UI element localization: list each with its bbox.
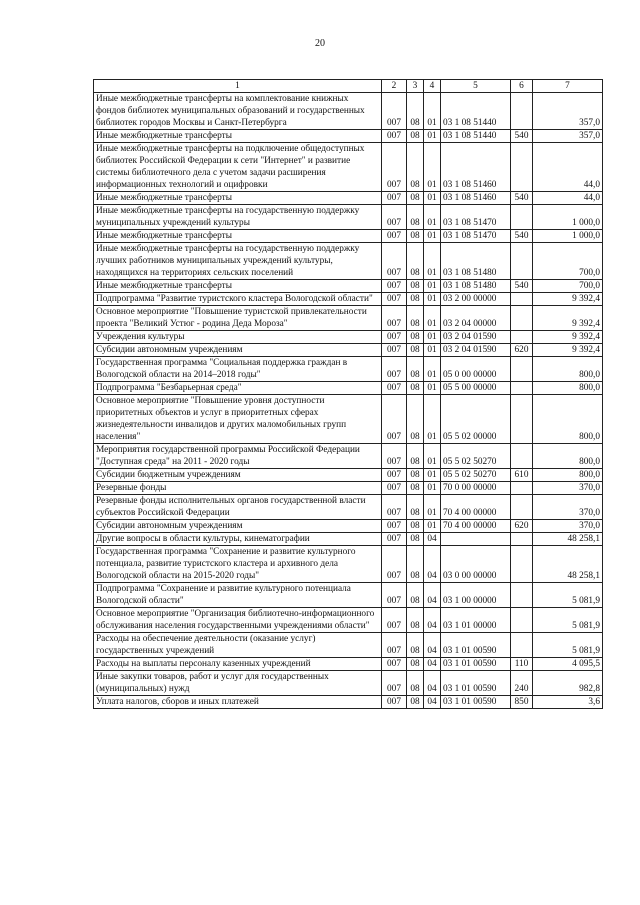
item-name: Государственная программа "Социальная поддержка граждан в Вологодской области на 2014–2018 годы" bbox=[94, 357, 382, 382]
ministry-code: 007 bbox=[382, 357, 407, 382]
subsection-code: 01 bbox=[424, 469, 441, 482]
item-name: Резервные фонды bbox=[94, 482, 382, 495]
subsection-code: 04 bbox=[424, 583, 441, 608]
budget-table bbox=[93, 79, 603, 709]
target-article-code: 03 1 01 00590 bbox=[441, 658, 511, 671]
ministry-code: 007 bbox=[382, 671, 407, 696]
table-row bbox=[94, 696, 603, 709]
subsection-code: 04 bbox=[424, 608, 441, 633]
target-article-code: 03 1 08 51440 bbox=[441, 130, 511, 143]
table-row bbox=[94, 444, 603, 469]
expense-type-code bbox=[511, 444, 533, 469]
item-name: Мероприятия государственной программы Российской Федерации "Доступная среда" на 2011 - 2020 годы bbox=[94, 444, 382, 469]
section-code: 08 bbox=[407, 243, 424, 280]
target-article-code: 03 1 01 00590 bbox=[441, 633, 511, 658]
amount: 800,0 bbox=[533, 469, 603, 482]
section-code: 08 bbox=[407, 583, 424, 608]
section-code: 08 bbox=[407, 93, 424, 130]
subsection-code: 01 bbox=[424, 357, 441, 382]
table-row bbox=[94, 344, 603, 357]
amount: 44,0 bbox=[533, 143, 603, 192]
ministry-code: 007 bbox=[382, 143, 407, 192]
item-name: Другие вопросы в области культуры, кинематографии bbox=[94, 533, 382, 546]
ministry-code: 007 bbox=[382, 658, 407, 671]
table-row bbox=[94, 633, 603, 658]
expense-type-code bbox=[511, 395, 533, 444]
target-article-code: 03 1 01 00590 bbox=[441, 671, 511, 696]
column-header: 6 bbox=[511, 80, 533, 93]
target-article-code: 03 1 08 51480 bbox=[441, 243, 511, 280]
expense-type-code: 240 bbox=[511, 671, 533, 696]
target-article-code: 03 1 08 51460 bbox=[441, 143, 511, 192]
subsection-code: 04 bbox=[424, 533, 441, 546]
expense-type-code bbox=[511, 495, 533, 520]
expense-type-code bbox=[511, 633, 533, 658]
item-name: Иные межбюджетные трансферты на государственную поддержку муниципальных учреждений культуры bbox=[94, 205, 382, 230]
table-body bbox=[94, 93, 603, 709]
amount: 700,0 bbox=[533, 280, 603, 293]
target-article-code: 03 1 01 00000 bbox=[441, 608, 511, 633]
section-code: 08 bbox=[407, 520, 424, 533]
table-row bbox=[94, 130, 603, 143]
subsection-code: 01 bbox=[424, 130, 441, 143]
table-row bbox=[94, 469, 603, 482]
section-code: 08 bbox=[407, 482, 424, 495]
item-name: Основное мероприятие "Повышение уровня доступности приоритетных объектов и услуг в приоритетных сферах жизнедеятельности инвалидов и других маломобильных групп населения" bbox=[94, 395, 382, 444]
item-name: Иные межбюджетные трансферты bbox=[94, 230, 382, 243]
subsection-code: 04 bbox=[424, 696, 441, 709]
section-code: 08 bbox=[407, 546, 424, 583]
ministry-code: 007 bbox=[382, 205, 407, 230]
amount: 700,0 bbox=[533, 243, 603, 280]
section-code: 08 bbox=[407, 344, 424, 357]
amount: 800,0 bbox=[533, 357, 603, 382]
section-code: 08 bbox=[407, 495, 424, 520]
table-row bbox=[94, 306, 603, 331]
subsection-code: 04 bbox=[424, 633, 441, 658]
header-row bbox=[94, 80, 603, 93]
expense-type-code: 540 bbox=[511, 192, 533, 205]
ministry-code: 007 bbox=[382, 395, 407, 444]
amount: 1 000,0 bbox=[533, 205, 603, 230]
ministry-code: 007 bbox=[382, 608, 407, 633]
expense-type-code: 850 bbox=[511, 696, 533, 709]
ministry-code: 007 bbox=[382, 243, 407, 280]
subsection-code: 01 bbox=[424, 444, 441, 469]
table-row bbox=[94, 608, 603, 633]
section-code: 08 bbox=[407, 533, 424, 546]
section-code: 08 bbox=[407, 469, 424, 482]
table-row bbox=[94, 205, 603, 230]
amount: 3,6 bbox=[533, 696, 603, 709]
item-name: Уплата налогов, сборов и иных платежей bbox=[94, 696, 382, 709]
table-row bbox=[94, 520, 603, 533]
expense-type-code bbox=[511, 382, 533, 395]
target-article-code: 03 1 08 51460 bbox=[441, 192, 511, 205]
column-header: 5 bbox=[441, 80, 511, 93]
table-row bbox=[94, 546, 603, 583]
amount: 370,0 bbox=[533, 495, 603, 520]
expense-type-code bbox=[511, 306, 533, 331]
ministry-code: 007 bbox=[382, 93, 407, 130]
section-code: 08 bbox=[407, 608, 424, 633]
subsection-code: 01 bbox=[424, 395, 441, 444]
column-header: 3 bbox=[407, 80, 424, 93]
amount: 4 095,5 bbox=[533, 658, 603, 671]
expense-type-code: 620 bbox=[511, 520, 533, 533]
column-header: 4 bbox=[424, 80, 441, 93]
section-code: 08 bbox=[407, 633, 424, 658]
target-article-code: 03 0 00 00000 bbox=[441, 546, 511, 583]
item-name: Расходы на обеспечение деятельности (оказание услуг) государственных учреждений bbox=[94, 633, 382, 658]
expense-type-code: 540 bbox=[511, 230, 533, 243]
page-number: 20 bbox=[315, 38, 325, 49]
amount: 5 081,9 bbox=[533, 583, 603, 608]
expense-type-code: 610 bbox=[511, 469, 533, 482]
ministry-code: 007 bbox=[382, 293, 407, 306]
ministry-code: 007 bbox=[382, 482, 407, 495]
subsection-code: 01 bbox=[424, 230, 441, 243]
table-row bbox=[94, 382, 603, 395]
expense-type-code bbox=[511, 533, 533, 546]
table-row bbox=[94, 495, 603, 520]
section-code: 08 bbox=[407, 205, 424, 230]
table-row bbox=[94, 230, 603, 243]
target-article-code: 03 1 08 51440 bbox=[441, 93, 511, 130]
table-row bbox=[94, 671, 603, 696]
amount: 9 392,4 bbox=[533, 293, 603, 306]
subsection-code: 01 bbox=[424, 280, 441, 293]
amount: 800,0 bbox=[533, 444, 603, 469]
section-code: 08 bbox=[407, 658, 424, 671]
amount: 5 081,9 bbox=[533, 608, 603, 633]
section-code: 08 bbox=[407, 280, 424, 293]
item-name: Основное мероприятие "Повышение туристской привлекательности проекта "Великий Устюг - родина Деда Мороза" bbox=[94, 306, 382, 331]
section-code: 08 bbox=[407, 306, 424, 331]
subsection-code: 01 bbox=[424, 331, 441, 344]
ministry-code: 007 bbox=[382, 331, 407, 344]
subsection-code: 01 bbox=[424, 482, 441, 495]
amount: 9 392,4 bbox=[533, 344, 603, 357]
ministry-code: 007 bbox=[382, 583, 407, 608]
expense-type-code bbox=[511, 293, 533, 306]
ministry-code: 007 bbox=[382, 520, 407, 533]
target-article-code: 05 5 02 00000 bbox=[441, 395, 511, 444]
expense-type-code bbox=[511, 243, 533, 280]
item-name: Основное мероприятие "Организация библиотечно-информационного обслуживания населения государственными учреждениями области" bbox=[94, 608, 382, 633]
target-article-code: 03 1 00 00000 bbox=[441, 583, 511, 608]
ministry-code: 007 bbox=[382, 344, 407, 357]
amount: 800,0 bbox=[533, 395, 603, 444]
subsection-code: 04 bbox=[424, 671, 441, 696]
expense-type-code: 540 bbox=[511, 280, 533, 293]
section-code: 08 bbox=[407, 357, 424, 382]
amount: 357,0 bbox=[533, 93, 603, 130]
amount: 357,0 bbox=[533, 130, 603, 143]
target-article-code: 03 2 04 00000 bbox=[441, 306, 511, 331]
amount: 370,0 bbox=[533, 482, 603, 495]
target-article-code: 05 5 02 50270 bbox=[441, 444, 511, 469]
subsection-code: 01 bbox=[424, 205, 441, 230]
subsection-code: 01 bbox=[424, 344, 441, 357]
ministry-code: 007 bbox=[382, 280, 407, 293]
ministry-code: 007 bbox=[382, 130, 407, 143]
section-code: 08 bbox=[407, 192, 424, 205]
section-code: 08 bbox=[407, 130, 424, 143]
subsection-code: 01 bbox=[424, 192, 441, 205]
ministry-code: 007 bbox=[382, 306, 407, 331]
ministry-code: 007 bbox=[382, 696, 407, 709]
amount: 48 258,1 bbox=[533, 533, 603, 546]
table-row bbox=[94, 482, 603, 495]
section-code: 08 bbox=[407, 444, 424, 469]
ministry-code: 007 bbox=[382, 192, 407, 205]
ministry-code: 007 bbox=[382, 469, 407, 482]
subsection-code: 01 bbox=[424, 306, 441, 331]
amount: 370,0 bbox=[533, 520, 603, 533]
column-header: 2 bbox=[382, 80, 407, 93]
column-header: 7 bbox=[533, 80, 603, 93]
table-row bbox=[94, 331, 603, 344]
target-article-code: 05 5 02 50270 bbox=[441, 469, 511, 482]
expense-type-code bbox=[511, 331, 533, 344]
subsection-code: 01 bbox=[424, 382, 441, 395]
table-row bbox=[94, 293, 603, 306]
item-name: Субсидии автономным учреждениям bbox=[94, 344, 382, 357]
expense-type-code bbox=[511, 546, 533, 583]
item-name: Иные межбюджетные трансферты bbox=[94, 280, 382, 293]
ministry-code: 007 bbox=[382, 230, 407, 243]
table-row bbox=[94, 143, 603, 192]
target-article-code: 03 2 04 01590 bbox=[441, 344, 511, 357]
expense-type-code bbox=[511, 583, 533, 608]
ministry-code: 007 bbox=[382, 633, 407, 658]
target-article-code: 05 0 00 00000 bbox=[441, 357, 511, 382]
table-row bbox=[94, 280, 603, 293]
expense-type-code: 620 bbox=[511, 344, 533, 357]
expense-type-code bbox=[511, 143, 533, 192]
section-code: 08 bbox=[407, 230, 424, 243]
target-article-code: 70 4 00 00000 bbox=[441, 495, 511, 520]
expense-type-code bbox=[511, 608, 533, 633]
item-name: Резервные фонды исполнительных органов государственной власти субъектов Российской Федерации bbox=[94, 495, 382, 520]
section-code: 08 bbox=[407, 395, 424, 444]
subsection-code: 04 bbox=[424, 546, 441, 583]
expense-type-code bbox=[511, 205, 533, 230]
item-name: Учреждения культуры bbox=[94, 331, 382, 344]
subsection-code: 04 bbox=[424, 658, 441, 671]
subsection-code: 01 bbox=[424, 495, 441, 520]
item-name: Иные межбюджетные трансферты bbox=[94, 192, 382, 205]
column-header: 1 bbox=[94, 80, 382, 93]
amount: 5 081,9 bbox=[533, 633, 603, 658]
section-code: 08 bbox=[407, 143, 424, 192]
expense-type-code: 540 bbox=[511, 130, 533, 143]
subsection-code: 01 bbox=[424, 143, 441, 192]
section-code: 08 bbox=[407, 293, 424, 306]
target-article-code: 03 2 04 01590 bbox=[441, 331, 511, 344]
expense-type-code bbox=[511, 93, 533, 130]
section-code: 08 bbox=[407, 696, 424, 709]
item-name: Иные межбюджетные трансферты на комплектование книжных фондов библиотек муниципальных образований и государственных библиотек городов Москвы и Санкт-Петербурга bbox=[94, 93, 382, 130]
ministry-code: 007 bbox=[382, 382, 407, 395]
amount: 9 392,4 bbox=[533, 331, 603, 344]
table-row bbox=[94, 243, 603, 280]
item-name: Субсидии автономным учреждениям bbox=[94, 520, 382, 533]
subsection-code: 01 bbox=[424, 93, 441, 130]
item-name: Подпрограмма "Развитие туристского кластера Вологодской области" bbox=[94, 293, 382, 306]
amount: 48 258,1 bbox=[533, 546, 603, 583]
ministry-code: 007 bbox=[382, 495, 407, 520]
table-row bbox=[94, 658, 603, 671]
subsection-code: 01 bbox=[424, 293, 441, 306]
table-row bbox=[94, 93, 603, 130]
table-row bbox=[94, 583, 603, 608]
item-name: Государственная программа "Сохранение и развитие культурного потенциала, развитие туристского кластера и архивного дела Вологодской области на 2015-2020 годы" bbox=[94, 546, 382, 583]
item-name: Подпрограмма "Безбарьерная среда" bbox=[94, 382, 382, 395]
target-article-code: 70 0 00 00000 bbox=[441, 482, 511, 495]
amount: 800,0 bbox=[533, 382, 603, 395]
amount: 982,8 bbox=[533, 671, 603, 696]
ministry-code: 007 bbox=[382, 546, 407, 583]
target-article-code: 05 5 00 00000 bbox=[441, 382, 511, 395]
expense-type-code bbox=[511, 482, 533, 495]
table-row bbox=[94, 357, 603, 382]
amount: 1 000,0 bbox=[533, 230, 603, 243]
subsection-code: 01 bbox=[424, 520, 441, 533]
item-name: Иные межбюджетные трансферты на государственную поддержку лучших работников муниципальных учреждений культуры, находящихся на территориях сельских поселений bbox=[94, 243, 382, 280]
subsection-code: 01 bbox=[424, 243, 441, 280]
table-row bbox=[94, 533, 603, 546]
item-name: Иные межбюджетные трансферты на подключение общедоступных библиотек Российской Федерации к сети "Интернет" и развитие системы библиотечного дела с учетом задачи расширения информационных технологий и оцифровки bbox=[94, 143, 382, 192]
table-row bbox=[94, 192, 603, 205]
target-article-code: 70 4 00 00000 bbox=[441, 520, 511, 533]
item-name: Иные закупки товаров, работ и услуг для государственных (муниципальных) нужд bbox=[94, 671, 382, 696]
section-code: 08 bbox=[407, 671, 424, 696]
target-article-code: 03 1 08 51470 bbox=[441, 205, 511, 230]
item-name: Иные межбюджетные трансферты bbox=[94, 130, 382, 143]
expense-type-code: 110 bbox=[511, 658, 533, 671]
target-article-code: 03 1 01 00590 bbox=[441, 696, 511, 709]
item-name: Подпрограмма "Сохранение и развитие культурного потенциала Вологодской области" bbox=[94, 583, 382, 608]
item-name: Расходы на выплаты персоналу казенных учреждений bbox=[94, 658, 382, 671]
table-row bbox=[94, 395, 603, 444]
target-article-code: 03 1 08 51470 bbox=[441, 230, 511, 243]
section-code: 08 bbox=[407, 382, 424, 395]
ministry-code: 007 bbox=[382, 533, 407, 546]
item-name: Субсидии бюджетным учреждениям bbox=[94, 469, 382, 482]
target-article-code bbox=[441, 533, 511, 546]
amount: 9 392,4 bbox=[533, 306, 603, 331]
target-article-code: 03 2 00 00000 bbox=[441, 293, 511, 306]
ministry-code: 007 bbox=[382, 444, 407, 469]
section-code: 08 bbox=[407, 331, 424, 344]
expense-type-code bbox=[511, 357, 533, 382]
amount: 44,0 bbox=[533, 192, 603, 205]
target-article-code: 03 1 08 51480 bbox=[441, 280, 511, 293]
